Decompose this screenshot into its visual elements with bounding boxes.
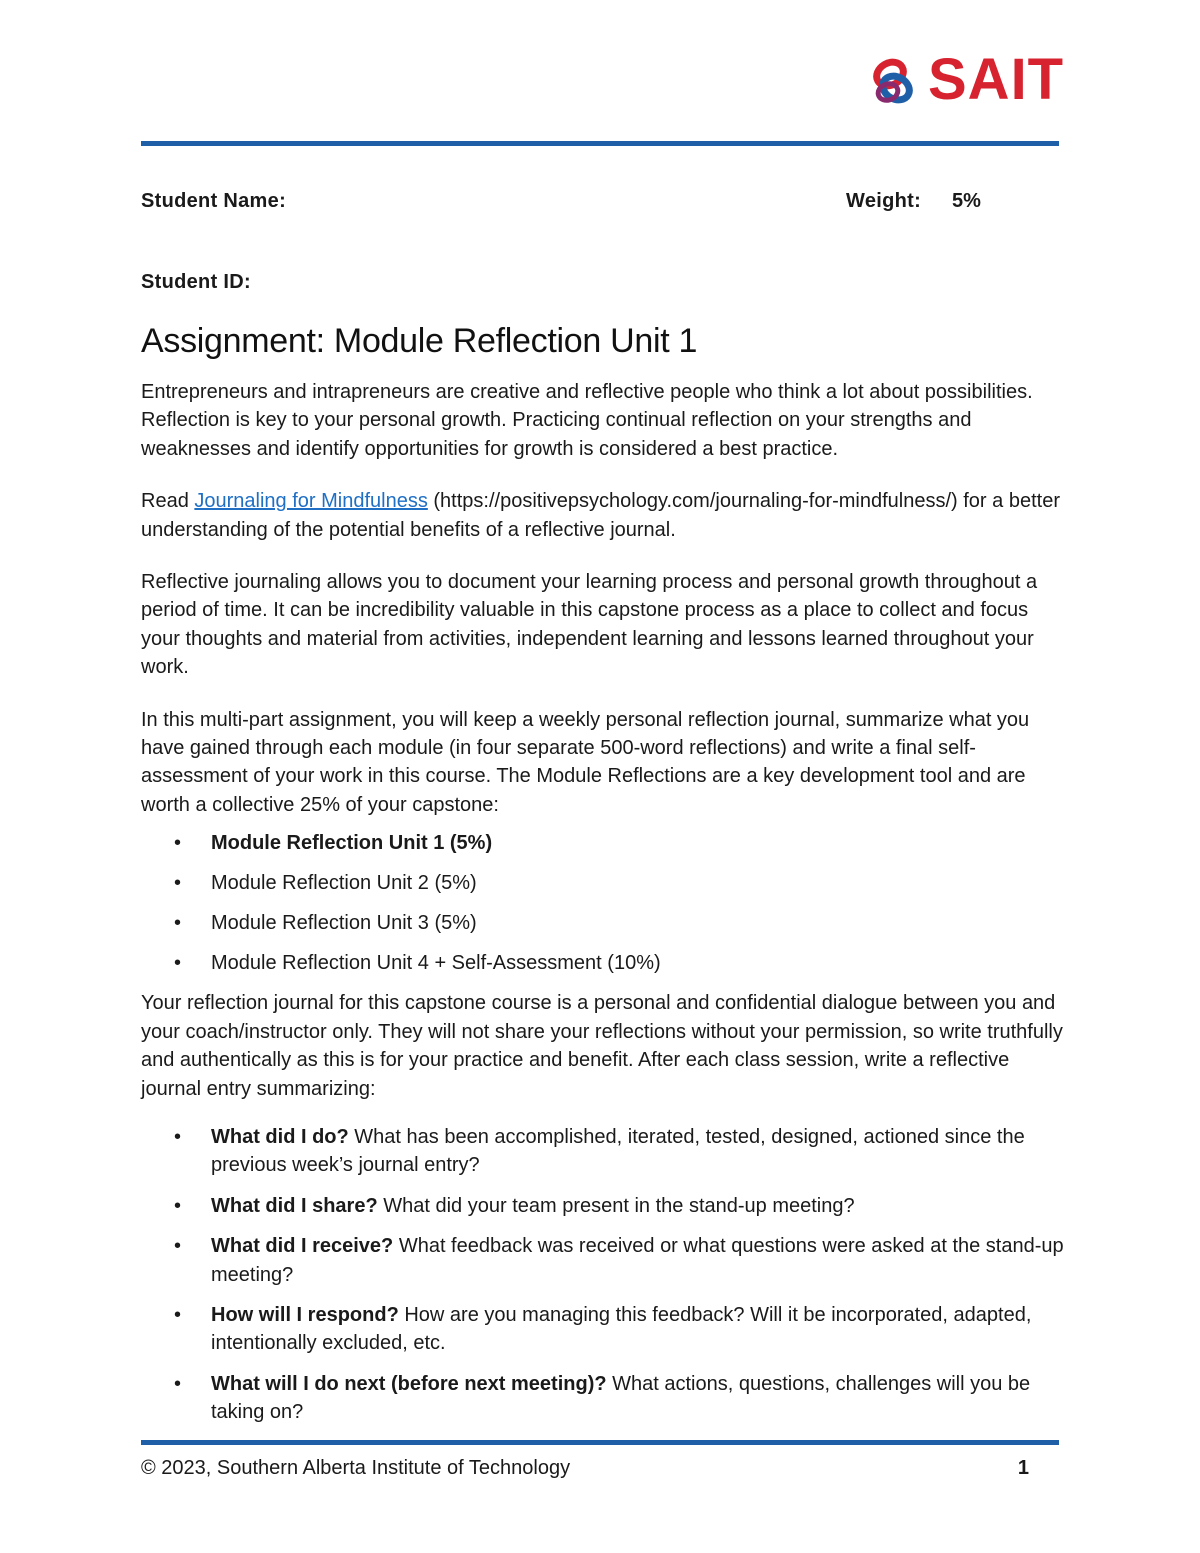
confidential-paragraph: Your reflection journal for this capstone course is a personal and confidential dialogue between you and your coach/instructor only. They will not share your reflections without your permission, so write truthfully and authentically as this is for your practice and benefit. After each class session, write a reflective journal entry summarizing: — [141, 992, 1063, 1100]
bullet-icon: • — [174, 872, 182, 895]
bullet-icon: • — [174, 952, 182, 975]
list-item — [141, 1192, 1066, 1220]
question-label: How will I respond? — [211, 1303, 399, 1326]
question-text: What has been accomplished, iterated, tested, designed, actioned since the previous week’s journal entry? — [211, 1125, 1025, 1177]
student-id-label: Student ID: — [141, 271, 251, 293]
sait-knot-icon — [866, 52, 926, 110]
intro-paragraph: Entrepreneurs and intrapreneurs are creative and reflective people who think a lot about possibilities. Reflection is key to your personal growth. Practicing continual reflection on your strengths and weaknesses and identify opportunities for growth is considered a best practice. — [141, 381, 1033, 460]
bullet-icon: • — [174, 1235, 182, 1258]
list-item — [141, 869, 1066, 897]
journaling-for-mindfulness-link[interactable]: Journaling for Mindfulness — [194, 490, 428, 513]
read-suffix: (https://positivepsychology.com/journaling-for-mindfulness/) for a better understanding of the potential benefits of a reflective journal. — [141, 490, 1060, 541]
question-text: What actions, questions, challenges will you be taking on? — [211, 1372, 1031, 1424]
list-item-text: Module Reflection Unit 1 (5%) — [211, 832, 493, 855]
question-label: What did I do? — [211, 1125, 349, 1148]
copyright-text: © 2023, Southern Alberta Institute of Technology — [141, 1457, 571, 1479]
list-item-text: Module Reflection Unit 3 (5%) — [211, 912, 477, 935]
question-text: What did your team present in the stand-up meeting? — [377, 1194, 855, 1217]
question-label: What did I receive? — [211, 1235, 394, 1258]
journaling-paragraph: Reflective journaling allows you to document your learning process and personal growth throughout a period of time. It can be incredibility valuable in this capstone process as a place to collect and focus your thoughts and material from activities, independent learning and lessons learned throughout your work. — [141, 571, 1038, 679]
footer-rule — [141, 1440, 1059, 1445]
read-paragraph — [141, 487, 1066, 544]
bullet-icon: • — [174, 832, 182, 855]
assignment-body — [141, 378, 1066, 1439]
weight-label: Weight: — [846, 190, 922, 212]
question-text: How are you managing this feedback? Will it be incorporated, adapted, intentionally excluded, etc. — [211, 1303, 1032, 1355]
header-rule — [141, 141, 1059, 146]
question-text: What feedback was received or what questions were asked at the stand-up meeting? — [211, 1235, 1064, 1286]
list-item — [141, 909, 1066, 937]
multipart-paragraph: In this multi-part assignment, you will keep a weekly personal reflection journal, summarize what you have gained through each module (in four separate 500-word reflections) and write a final self-assessment of your work in this course. The Module Reflections are a key development tool and are worth a collective 25% of your capstone: — [141, 708, 1030, 816]
module-units-list — [141, 829, 1066, 977]
weight-value: 5% — [952, 190, 981, 212]
list-item — [141, 1301, 1066, 1358]
journal-questions-list — [141, 1123, 1066, 1427]
bullet-icon: • — [174, 1372, 182, 1395]
sait-logo — [866, 47, 1065, 112]
bullet-icon: • — [174, 912, 182, 935]
list-item — [141, 1232, 1066, 1289]
list-item — [141, 829, 1066, 857]
logo-wordmark: SAIT — [928, 47, 1065, 112]
list-item — [141, 1123, 1066, 1180]
question-label: What will I do next (before next meeting)? — [211, 1372, 607, 1395]
page-number: 1 — [1017, 1457, 1029, 1479]
student-name-label: Student Name: — [141, 190, 287, 212]
page-title: Assignment: Module Reflection Unit 1 — [141, 322, 698, 360]
bullet-icon: • — [174, 1194, 182, 1217]
list-item-text: Module Reflection Unit 4 + Self-Assessment (10%) — [211, 952, 661, 975]
list-item-text: Module Reflection Unit 2 (5%) — [211, 872, 477, 895]
list-item — [141, 1370, 1066, 1427]
question-label: What did I share? — [211, 1194, 378, 1217]
read-prefix: Read — [141, 490, 195, 513]
list-item — [141, 949, 1066, 977]
page-footer — [141, 1457, 1029, 1480]
bullet-icon: • — [174, 1303, 182, 1326]
bullet-icon: • — [174, 1125, 182, 1148]
